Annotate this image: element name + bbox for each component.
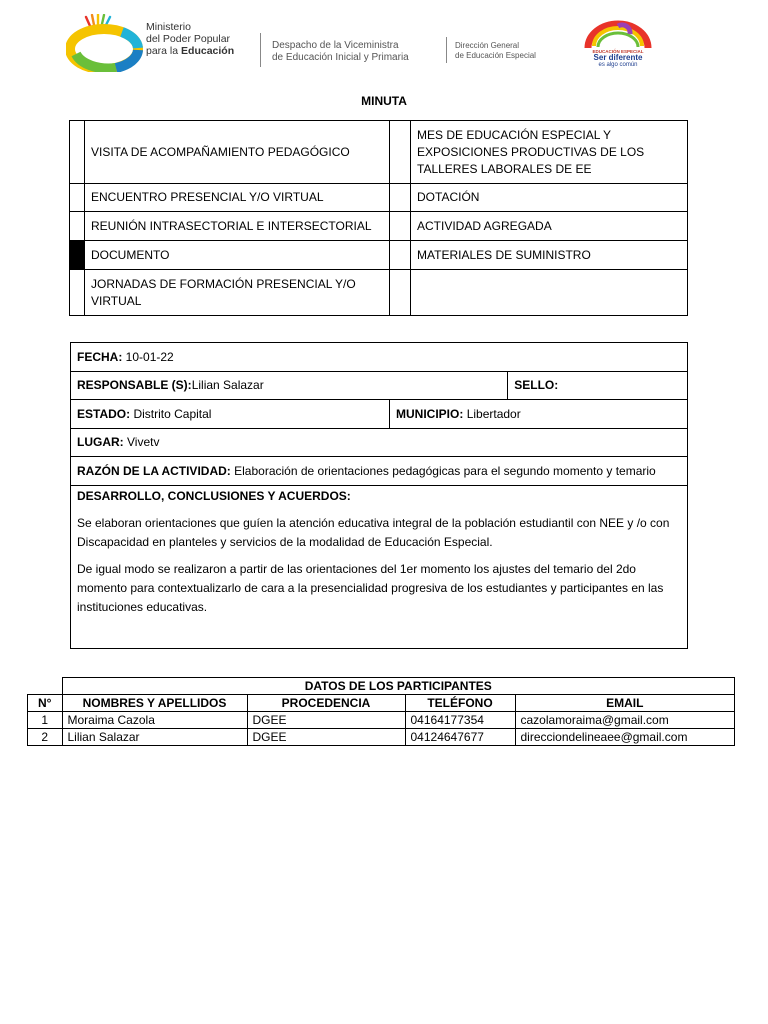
fecha-cell — [71, 343, 688, 372]
fecha-value: 10-01-22 — [125, 349, 174, 364]
participants-title: DATOS DE LOS PARTICIPANTES — [62, 678, 735, 695]
checkbox-visita[interactable] — [70, 121, 85, 184]
column-header: NOMBRES Y APELLIDOS — [62, 695, 247, 712]
sello-label: SELLO: — [514, 378, 559, 392]
razon-cell — [71, 457, 688, 486]
participant-procedencia: DGEE — [247, 729, 405, 746]
direccion-line-2: de Educación Especial — [455, 51, 536, 60]
participant-procedencia: DGEE — [247, 712, 405, 729]
estado-label: ESTADO: — [77, 406, 131, 421]
despacho-line-2: de Educación Inicial y Primaria — [272, 52, 409, 63]
responsable-cell — [71, 372, 508, 400]
checkbox-dotacion[interactable] — [390, 184, 411, 212]
fecha-label: FECHA: — [77, 349, 123, 364]
razon-label: RAZÓN DE LA ACTIVIDAD: — [77, 463, 231, 478]
ministry-line-2: del Poder Popular — [146, 33, 231, 45]
ee-logo-sub: es algo común — [598, 62, 638, 68]
column-header: N° — [28, 695, 63, 712]
column-header: PROCEDENCIA — [247, 695, 405, 712]
municipio-label: MUNICIPIO: — [396, 406, 464, 421]
activity-option: ENCUENTRO PRESENCIAL Y/O VIRTUAL — [85, 184, 390, 212]
participant-name: Moraima Cazola — [62, 712, 247, 729]
direccion-line-1: Dirección General — [455, 41, 520, 50]
participant-name: Lilian Salazar — [62, 729, 247, 746]
empty-corner — [28, 678, 63, 695]
ministry-line-3 — [146, 45, 234, 57]
activity-option: DOTACIÓN — [411, 184, 688, 212]
despacho-name — [272, 40, 409, 64]
despacho-line-1: Despacho de la Viceministra — [272, 40, 399, 51]
lugar-label: LUGAR: — [77, 435, 124, 449]
ee-logo-top: EDUCACIÓN ESPECIAL — [592, 49, 644, 54]
direccion-name — [455, 41, 536, 61]
municipio-cell — [390, 400, 688, 429]
estado-value: Distrito Capital — [133, 406, 212, 421]
responsable-value: Lilian Salazar — [191, 378, 264, 392]
row-number: 2 — [28, 729, 63, 746]
desarrollo-paragraph-1: Se elaboran orientaciones que guíen la atención educativa integral de la población estudiantil con NEE y /o con Discapacidad en planteles y servicios de la modalidad de Educación Especial. — [77, 516, 670, 549]
activity-option: VISITA DE ACOMPAÑAMIENTO PEDAGÓGICO — [85, 121, 390, 184]
desarrollo-cell — [71, 486, 688, 649]
header-divider — [446, 37, 447, 63]
ministry-line-3-prefix: para la — [146, 45, 179, 57]
responsable-label: RESPONSABLE (S): — [77, 378, 192, 392]
ministry-name — [146, 21, 234, 57]
ee-logo-main: Ser diferente — [593, 53, 643, 62]
checkbox-mes-educacion[interactable] — [390, 121, 411, 184]
column-header: EMAIL — [515, 695, 735, 712]
participant-email: direcciondelineaee@gmail.com — [515, 729, 735, 746]
checkbox-actividad-agregada[interactable] — [390, 212, 411, 241]
razon-value: Elaboración de orientaciones pedagógicas para el segundo momento y temario — [234, 463, 656, 478]
table-row — [28, 729, 735, 746]
participants-table — [27, 677, 735, 746]
activity-option: JORNADAS DE FORMACIÓN PRESENCIAL Y/O VIRTUAL — [85, 270, 390, 316]
activity-option: MATERIALES DE SUMINISTRO — [411, 241, 688, 270]
checkbox-jornadas[interactable] — [70, 270, 85, 316]
activity-option: ACTIVIDAD AGREGADA — [411, 212, 688, 241]
desarrollo-paragraph-2: De igual modo se realizaron a partir de las orientaciones del 1er momento los ajustes del temario del 2do momento para contextualizarlo de cara a la presencialidad progresiva de los estudiantes y participantes en las instituciones educativas. — [77, 562, 664, 614]
sello-cell — [508, 372, 688, 400]
activity-option: MES DE EDUCACIÓN ESPECIAL Y EXPOSICIONES PRODUCTIVAS DE LOS TALLERES LABORALES DE EE — [411, 121, 688, 184]
checkbox-reunion[interactable] — [70, 212, 85, 241]
activity-option — [411, 270, 688, 316]
ministry-line-3-bold: Educación — [181, 45, 235, 57]
desarrollo-label: DESARROLLO, CONCLUSIONES Y ACUERDOS: — [77, 489, 351, 503]
letterhead — [0, 0, 768, 90]
checkbox-encuentro[interactable] — [70, 184, 85, 212]
estado-cell — [71, 400, 390, 429]
participant-email: cazolamoraima@gmail.com — [515, 712, 735, 729]
lugar-cell — [71, 429, 688, 457]
checkbox-empty[interactable] — [390, 270, 411, 316]
header-divider — [260, 33, 261, 67]
table-row — [28, 712, 735, 729]
lugar-value: Vivetv — [127, 435, 160, 449]
municipio-value: Libertador — [466, 406, 521, 421]
activity-option: DOCUMENTO — [85, 241, 390, 270]
checkbox-materiales[interactable] — [390, 241, 411, 270]
ministry-logo-icon — [66, 14, 144, 72]
checkbox-documento-checked[interactable] — [70, 241, 85, 270]
row-number: 1 — [28, 712, 63, 729]
ministry-line-1: Ministerio — [146, 21, 191, 33]
activity-type-table — [69, 120, 688, 316]
activity-info-table — [70, 342, 688, 649]
participant-phone: 04124647677 — [405, 729, 515, 746]
activity-option: REUNIÓN INTRASECTORIAL E INTERSECTORIAL — [85, 212, 390, 241]
document-title: MINUTA — [361, 94, 407, 108]
participant-phone: 04164177354 — [405, 712, 515, 729]
column-header: TELÉFONO — [405, 695, 515, 712]
